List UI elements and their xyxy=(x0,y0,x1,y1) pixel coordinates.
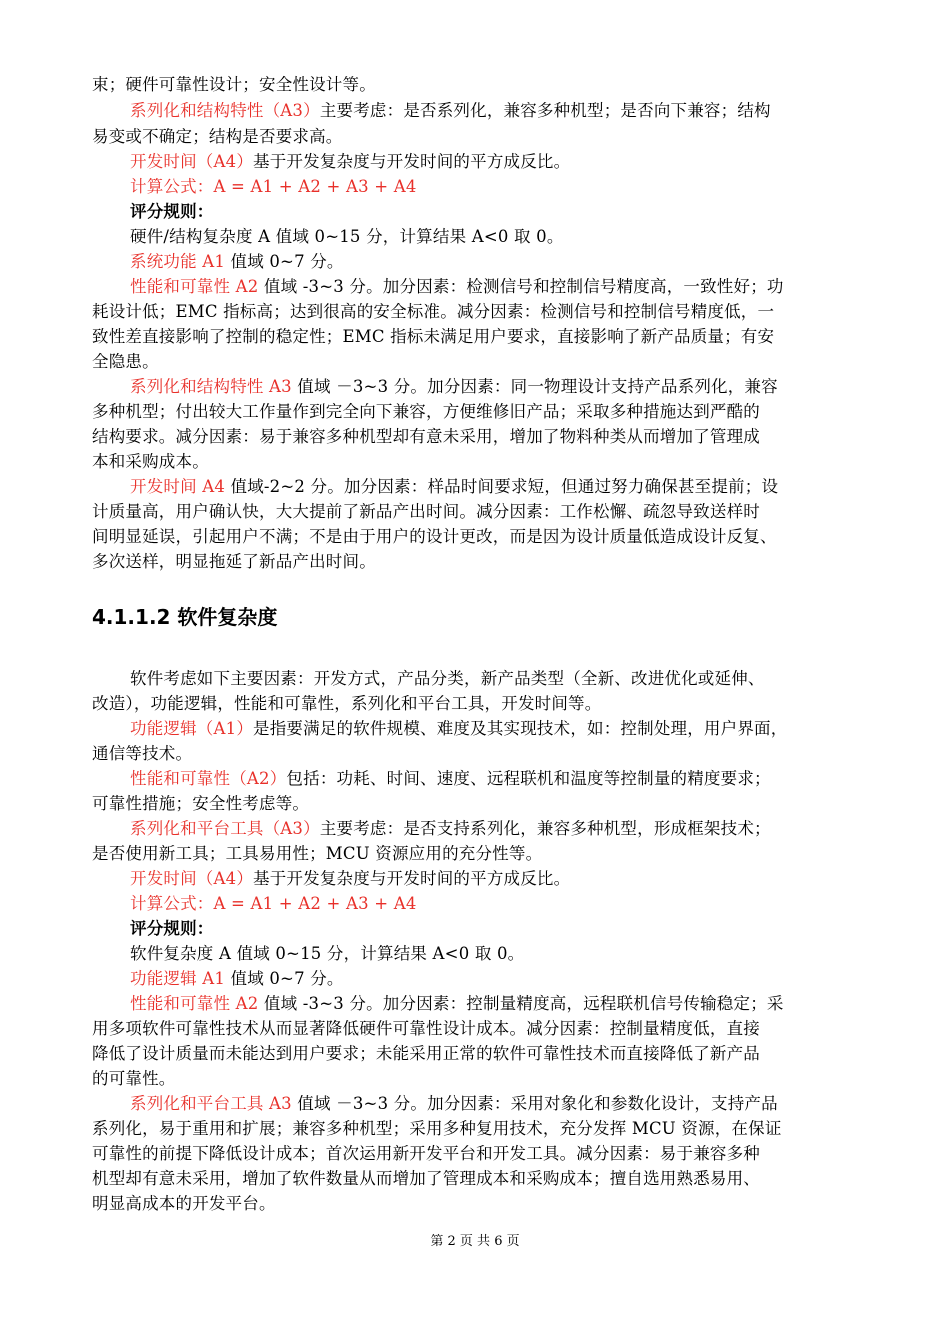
term-description: 值域 －3~3 分。加分因素：同一物理设计支持产品系列化，兼容 xyxy=(291,377,778,396)
term-highlight: 性能和可靠性（A2） xyxy=(130,769,287,788)
paragraph-line: 改造），功能逻辑，性能和可靠性，系列化和平台工具，开发时间等。 xyxy=(92,694,602,713)
paragraph-line: 降低了设计质量而未能达到用户要求；未能采用正常的软件可靠性技术而直接降低了新产品 xyxy=(92,1044,760,1063)
paragraph-line xyxy=(130,276,930,298)
term-description: 基于开发复杂度与开发时间的平方成反比。 xyxy=(253,152,571,171)
paragraph-line xyxy=(130,768,930,790)
paragraph-line xyxy=(130,251,930,273)
term-description: 基于开发复杂度与开发时间的平方成反比。 xyxy=(253,869,571,888)
paragraph-line: 多次送样，明显拖延了新品产出时间。 xyxy=(92,552,376,571)
paragraph-line: 可靠性措施；安全性考虑等。 xyxy=(92,794,310,813)
paragraph-line xyxy=(130,100,930,122)
formula-label: 计算公式： xyxy=(130,894,214,913)
rules-title: 评分规则： xyxy=(130,919,214,938)
paragraph-line xyxy=(130,151,930,173)
paragraph-line: 易变或不确定；结构是否要求高。 xyxy=(92,127,343,146)
formula-label: 计算公式： xyxy=(130,177,214,196)
formula-line xyxy=(130,893,930,915)
paragraph-line: 多种机型；付出较大工作量作到完全向下兼容，方便维修旧产品；采取多种措施达到严酷的 xyxy=(92,402,760,421)
paragraph-line: 软件考虑如下主要因素：开发方式，产品分类，新产品类型（全新、改进优化或延伸、 xyxy=(130,669,765,688)
paragraph-line: 结构要求。减分因素：易于兼容多种机型却有意未采用，增加了物料种类从而增加了管理成 xyxy=(92,427,760,446)
paragraph-line xyxy=(130,376,930,398)
paragraph-line: 是否使用新工具；工具易用性；MCU 资源应用的充分性等。 xyxy=(92,844,543,863)
term-description: 是指要满足的软件规模、难度及其实现技术，如：控制处理，用户界面， xyxy=(253,719,788,738)
paragraph-line xyxy=(130,993,930,1015)
paragraph-line: 通信等技术。 xyxy=(92,744,193,763)
paragraph-line xyxy=(130,818,930,840)
term-highlight: 开发时间（A4） xyxy=(130,869,254,888)
paragraph-line: 本和采购成本。 xyxy=(92,452,209,471)
term-highlight: 性能和可靠性 A2 xyxy=(130,994,259,1013)
section-heading: 4.1.1.2 软件复杂度 xyxy=(92,605,278,629)
paragraph-line: 明显高成本的开发平台。 xyxy=(92,1194,276,1213)
term-description: 值域-2~2 分。加分因素：样品时间要求短，但通过努力确保甚至提前；设 xyxy=(225,477,779,496)
term-highlight: 功能逻辑（A1） xyxy=(130,719,254,738)
term-description: 包括：功耗、时间、速度、远程联机和温度等控制量的精度要求； xyxy=(286,769,771,788)
term-highlight: 系列化和结构特性 A3 xyxy=(130,377,292,396)
paragraph-line xyxy=(130,868,930,890)
term-description: 值域 －3~3 分。加分因素：采用对象化和参数化设计，支持产品 xyxy=(291,1094,778,1113)
paragraph-line: 软件复杂度 A 值域 0~15 分，计算结果 A<0 取 0。 xyxy=(130,944,525,963)
paragraph-line: 全隐患。 xyxy=(92,352,159,371)
paragraph-line xyxy=(130,476,930,498)
term-description: 主要考虑：是否支持系列化，兼容多种机型，形成框架技术； xyxy=(319,819,771,838)
paragraph-line: 系列化，易于重用和扩展；兼容多种机型；采用多种复用技术，充分发挥 MCU 资源，在保证 xyxy=(92,1119,782,1138)
term-highlight: 开发时间 A4 xyxy=(130,477,226,496)
term-highlight: 系列化和平台工具（A3） xyxy=(130,819,320,838)
formula-line xyxy=(130,176,930,198)
page-number-footer: 第 2 页 共 6 页 xyxy=(430,1234,520,1249)
term-highlight: 开发时间（A4） xyxy=(130,152,254,171)
paragraph-line: 间明显延误，引起用户不满；不是由于用户的设计更改，而是因为设计质量低造成设计反复、 xyxy=(92,527,777,546)
paragraph-line xyxy=(130,968,930,990)
formula-expression: A = A1 + A2 + A3 + A4 xyxy=(213,894,417,913)
paragraph-line: 机型却有意未采用，增加了软件数量从而增加了管理成本和采购成本；擅自选用熟悉易用、 xyxy=(92,1169,760,1188)
paragraph-line: 束；硬件可靠性设计；安全性设计等。 xyxy=(92,75,376,94)
paragraph-line: 致性差直接影响了控制的稳定性；EMC 指标未满足用户要求，直接影响了新产品质量；有安 xyxy=(92,327,775,346)
paragraph-line: 的可靠性。 xyxy=(92,1069,176,1088)
paragraph-line: 耗设计低；EMC 指标高；达到很高的安全标准。减分因素：检测信号和控制信号精度低，一 xyxy=(92,302,775,321)
paragraph-line: 用多项软件可靠性技术从而显著降低硬件可靠性设计成本。减分因素：控制量精度低，直接 xyxy=(92,1019,760,1038)
term-description: 值域 -3~3 分。加分因素：检测信号和控制信号精度高，一致性好；功 xyxy=(258,277,784,296)
term-highlight: 系列化和平台工具 A3 xyxy=(130,1094,292,1113)
paragraph-line xyxy=(130,718,930,740)
paragraph-line: 计质量高，用户确认快，大大提前了新品产出时间。减分因素：工作松懈、疏忽导致送样时 xyxy=(92,502,760,521)
term-highlight: 系列化和结构特性（A3） xyxy=(130,101,320,120)
paragraph-line: 可靠性的前提下降低设计成本；首次运用新开发平台和开发工具。减分因素：易于兼容多种 xyxy=(92,1144,760,1163)
formula-expression: A = A1 + A2 + A3 + A4 xyxy=(213,177,417,196)
rules-title: 评分规则： xyxy=(130,202,214,221)
term-description: 值域 -3~3 分。加分因素：控制量精度高，远程联机信号传输稳定；采 xyxy=(258,994,784,1013)
term-description: 值域 0~7 分。 xyxy=(225,969,344,988)
paragraph-line xyxy=(130,1093,930,1115)
term-highlight: 系统功能 A1 xyxy=(130,252,226,271)
paragraph-line: 硬件/结构复杂度 A 值域 0~15 分，计算结果 A<0 取 0。 xyxy=(130,227,564,246)
term-highlight: 性能和可靠性 A2 xyxy=(130,277,259,296)
term-description: 值域 0~7 分。 xyxy=(225,252,344,271)
term-description: 主要考虑：是否系列化，兼容多种机型；是否向下兼容；结构 xyxy=(319,101,771,120)
term-highlight: 功能逻辑 A1 xyxy=(130,969,226,988)
